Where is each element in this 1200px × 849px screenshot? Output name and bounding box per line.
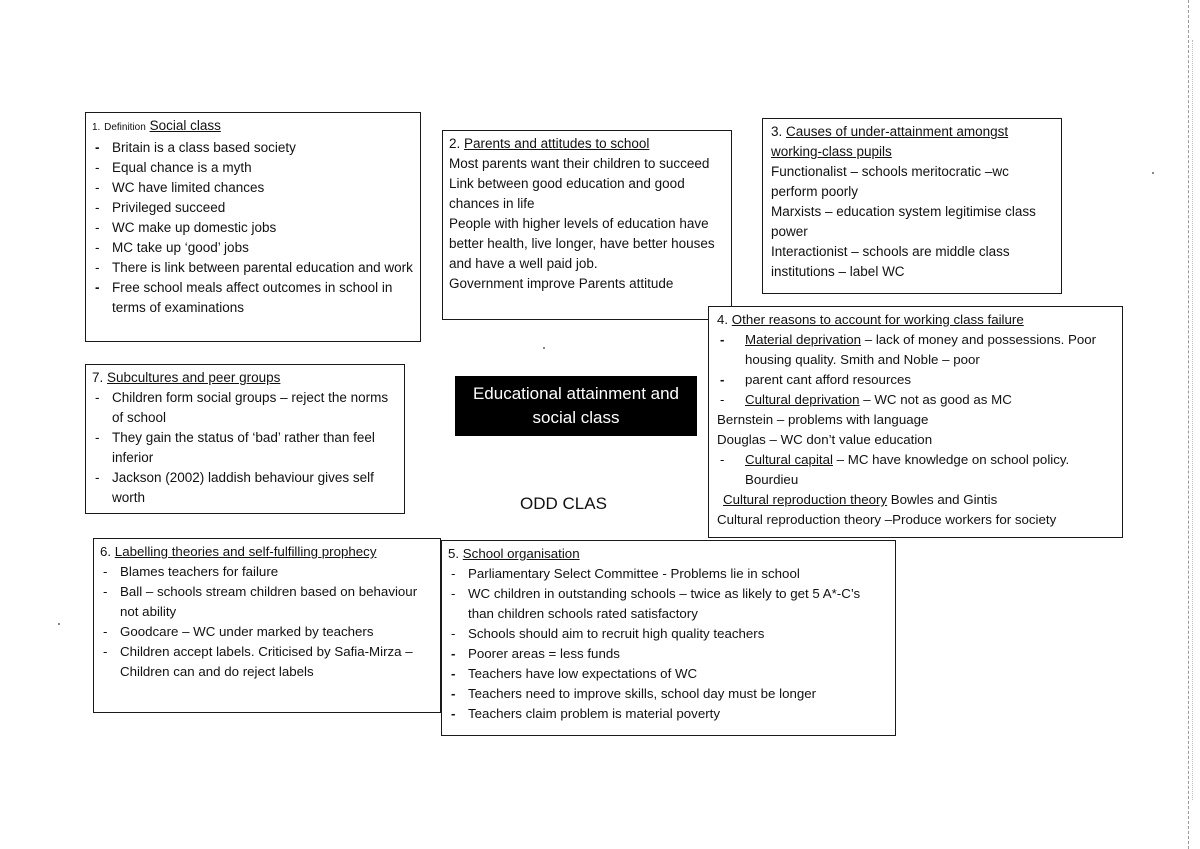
- box2-number: 2.: [449, 136, 461, 151]
- list-item: - parent cant afford resources: [717, 370, 1116, 390]
- box6-number: 6.: [100, 544, 112, 559]
- list-item: - There is link between parental education and work: [92, 258, 414, 278]
- list-item: - Parliamentary Select Committee - Problems lie in school: [448, 564, 889, 584]
- box3-number: 3.: [771, 124, 783, 139]
- box1-prefix: Definition: [104, 122, 146, 133]
- list-item: - Poorer areas = less funds: [448, 644, 889, 664]
- list-item: - Blames teachers for failure: [100, 562, 434, 582]
- box4-line: Douglas – WC don’t value education: [717, 432, 933, 447]
- box-definition-social-class: [85, 112, 421, 342]
- box3-heading: [771, 122, 1055, 162]
- list-item: - Schools should aim to recruit high quality teachers: [448, 624, 889, 644]
- scan-speck: [58, 623, 60, 625]
- box2-line: Link between good education and good chances in life: [449, 176, 685, 211]
- box4-line: Cultural reproduction theory –Produce workers for society: [717, 512, 1057, 527]
- box-labelling-theories: [93, 538, 441, 713]
- list-item: - WC children in outstanding schools – twice as likely to get 5 A*-C’s than children schools rated satisfactory: [448, 584, 889, 624]
- list-item: - Privileged succeed: [92, 198, 414, 218]
- list-item: - Jackson (2002) laddish behaviour gives self worth: [92, 468, 398, 508]
- box-parents-attitudes: [442, 130, 732, 320]
- box-school-organisation: [441, 540, 896, 736]
- box-subcultures-peer-groups: [85, 364, 405, 514]
- list-item: - Teachers have low expectations of WC: [448, 664, 889, 684]
- box3-line: Functionalist – schools meritocratic –wc perform poorly: [771, 164, 1009, 199]
- box6-title: Labelling theories and self-fulfilling prophecy: [114, 544, 377, 559]
- box6-list: [100, 562, 434, 682]
- box4-list-2: [717, 450, 1116, 490]
- box-other-reasons: [708, 306, 1123, 538]
- list-item: - They gain the status of ‘bad’ rather than feel inferior: [92, 428, 398, 468]
- box2-title: Parents and attitudes to school: [464, 136, 650, 151]
- list-item: [717, 390, 1116, 410]
- list-item: [717, 450, 1116, 490]
- box4-term: Cultural reproduction theory: [723, 492, 888, 507]
- box1-list: [92, 138, 414, 318]
- box1-number: 1.: [92, 122, 101, 133]
- box4-text: – lack of money and possessions. Poor housing quality. Smith and Noble – poor: [745, 332, 1097, 367]
- box3-line: Marxists – education system legitimise class power: [771, 204, 1036, 239]
- box1-title: Social class: [149, 118, 221, 133]
- box7-heading: [92, 368, 398, 388]
- list-item: - WC have limited chances: [92, 178, 414, 198]
- box3-line: Interactionist – schools are middle class institutions – label WC: [771, 244, 1010, 279]
- box7-list: [92, 388, 398, 508]
- box4-title: Other reasons to account for working class failure: [731, 312, 1024, 327]
- center-title: Educational attainment and social class: [455, 376, 697, 436]
- box7-number: 7.: [92, 370, 104, 385]
- list-item: - MC take up ‘good’ jobs: [92, 238, 414, 258]
- box5-heading: [448, 544, 889, 564]
- box2-line: People with higher levels of education have better health, live longer, have better houses and have a well paid job.: [449, 216, 715, 271]
- list-item: - Free school meals affect outcomes in school in terms of examinations: [92, 278, 414, 318]
- box2-line: Most parents want their children to succeed: [449, 156, 710, 171]
- list-item: - Children accept labels. Criticised by Safia-Mirza – Children can and do reject labels: [100, 642, 434, 682]
- box4-term: Cultural capital: [745, 452, 833, 467]
- box4-term: Material deprivation: [745, 332, 862, 347]
- box5-list: [448, 564, 889, 724]
- box4-list: [717, 330, 1116, 410]
- scan-speck: [1152, 172, 1154, 174]
- list-item: - Teachers need to improve skills, school day must be longer: [448, 684, 889, 704]
- box4-term: Cultural deprivation: [745, 392, 860, 407]
- box4-line: [717, 490, 1116, 510]
- box1-heading: [92, 116, 414, 138]
- box4-heading: [717, 310, 1116, 330]
- list-item: [717, 330, 1116, 370]
- box4-text: – MC have knowledge on school policy. Bourdieu: [745, 452, 1070, 487]
- box4-number: 4.: [717, 312, 729, 327]
- list-item: - Ball – schools stream children based on behaviour not ability: [100, 582, 434, 622]
- box-causes-under-attainment: [762, 118, 1062, 294]
- scan-edge-dotted: [1192, 40, 1194, 800]
- list-item: - Britain is a class based society: [92, 138, 414, 158]
- box6-heading: [100, 542, 434, 562]
- list-item: - Children form social groups – reject the norms of school: [92, 388, 398, 428]
- box4-text: Bowles and Gintis: [887, 492, 998, 507]
- list-item: - Equal chance is a myth: [92, 158, 414, 178]
- box4-line: Bernstein – problems with language: [717, 412, 929, 427]
- list-item: - Teachers claim problem is material poverty: [448, 704, 889, 724]
- scan-edge: [1188, 0, 1190, 849]
- box7-title: Subcultures and peer groups: [107, 370, 281, 385]
- box3-title: Causes of under-attainment amongst working-class pupils: [771, 124, 1009, 159]
- box4-text: – WC not as good as MC: [859, 392, 1012, 407]
- box2-line: Government improve Parents attitude: [449, 276, 674, 291]
- box2-heading: [449, 134, 725, 154]
- list-item: - WC make up domestic jobs: [92, 218, 414, 238]
- odd-class-label: ODD CLAS: [520, 494, 607, 513]
- list-item: - Goodcare – WC under marked by teachers: [100, 622, 434, 642]
- scan-speck: [543, 347, 545, 349]
- box5-title: School organisation: [462, 546, 580, 561]
- box5-number: 5.: [448, 546, 460, 561]
